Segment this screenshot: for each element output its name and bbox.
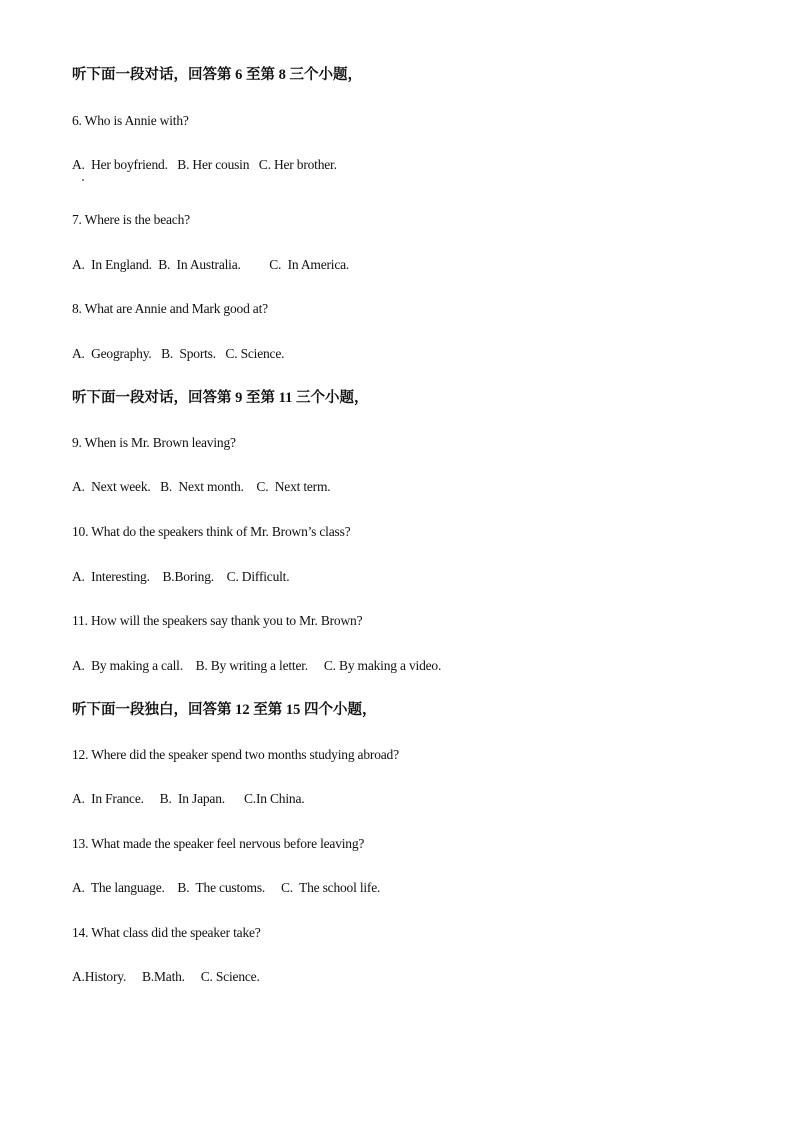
question-13: 13. What made the speaker feel nervous before leaving? (72, 836, 365, 851)
options-14: A.History. B.Math. C. Science. (72, 969, 260, 984)
options-6: A. Her boyfriend. B. Her cousin C. Her brother. (72, 157, 337, 172)
question-8: 8. What are Annie and Mark good at? (72, 301, 268, 316)
options-7: A. In England. B. In Australia. C. In America. (72, 257, 350, 272)
section-heading-2: 听下面一段对话，回答第 9 至第 11 三个小题， (72, 390, 369, 406)
options-10: A. Interesting. B.Boring. C. Difficult. (72, 569, 290, 584)
stray-mark (82, 179, 84, 181)
options-11: A. By making a call. B. By writing a letter. C. By making a video. (72, 658, 442, 673)
options-9: A. Next week. B. Next month. C. Next term. (72, 479, 331, 494)
options-8: A. Geography. B. Sports. C. Science. (72, 346, 285, 361)
section-heading-3: 听下面一段独白，回答第 12 至第 15 四个小题， (72, 702, 377, 718)
question-9: 9. When is Mr. Brown leaving? (72, 435, 236, 450)
question-11: 11. How will the speakers say thank you to Mr. Brown? (72, 613, 363, 628)
question-6: 6. Who is Annie with? (72, 113, 189, 128)
question-10: 10. What do the speakers think of Mr. Brown’s class? (72, 524, 351, 539)
question-12: 12. Where did the speaker spend two months studying abroad? (72, 747, 399, 762)
section-heading-1: 听下面一段对话，回答第 6 至第 8 三个小题， (72, 67, 362, 83)
question-7: 7. Where is the beach? (72, 212, 190, 227)
options-13: A. The language. B. The customs. C. The school life. (72, 880, 381, 895)
options-12: A. In France. B. In Japan. C.In China. (72, 791, 305, 806)
question-14: 14. What class did the speaker take? (72, 925, 261, 940)
